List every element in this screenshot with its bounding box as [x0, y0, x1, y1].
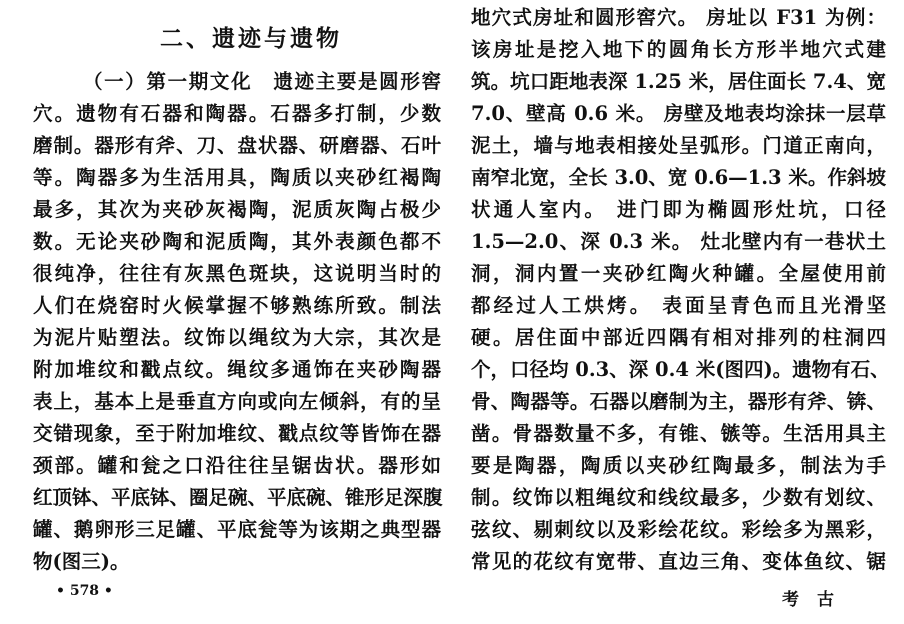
section-title: 二、遗迹与遗物	[160, 25, 342, 52]
text-line: 7.0、壁高 0.6 米。 房壁及地表均涂抹一层草	[471, 102, 886, 125]
text-line: 很纯净，往往有灰黑色斑块，这说明当时的	[33, 262, 441, 285]
text-line: 常见的花纹有宽带、直边三角、变体鱼纹、锯	[471, 550, 886, 573]
text-line: 物(图三)。	[33, 550, 130, 573]
text-line: 洞，洞内置一夹砂红陶火种罐。全屋使用前	[471, 262, 886, 285]
text-line: 磨制。器形有斧、刀、盘状器、研磨器、石叶	[33, 134, 441, 157]
text-line: 等。陶器多为生活用具，陶质以夹砂红褐陶	[33, 166, 441, 189]
text-line: 硬。居住面中部近四隅有相对排列的柱洞四	[471, 326, 886, 349]
text-line: 骨、陶器等。石器以磨制为主，器形有斧、锛、	[471, 390, 886, 413]
text-line: 红顶钵、平底钵、圈足碗、平底碗、锥形足深腹	[33, 486, 443, 509]
text-line: 地穴式房址和圆形窖穴。 房址以 F31 为例：	[471, 6, 886, 29]
text-line: 该房址是挖入地下的圆角长方形半地穴式建	[471, 38, 886, 61]
text-line: 附加堆纹和戳点纹。绳纹多通饰在夹砂陶器	[33, 358, 441, 381]
text-line: 为泥片贴塑法。纹饰以绳纹为大宗，其次是	[33, 326, 441, 349]
text-line: 表上，基本上是垂直方向或向左倾斜，有的呈	[33, 390, 441, 413]
text-line: 罐、鹅卵形三足罐、平底瓮等为该期之典型器	[33, 518, 441, 541]
text-line: 数。无论夹砂陶和泥质陶，其外表颜色都不	[33, 230, 441, 253]
text-line: 都经过人工烘烤。 表面呈青色而且光滑坚	[471, 294, 886, 317]
text-line: 最多，其次为夹砂灰褐陶，泥质灰陶占极少	[33, 198, 441, 221]
text-line: 人们在烧窑时火候掌握不够熟练所致。制法	[33, 294, 441, 317]
text-line: 颈部。罐和瓮之口沿往往呈锯齿状。器形如	[33, 454, 441, 477]
text-line: 凿。骨器数量不多，有锥、镞等。生活用具主	[471, 422, 886, 445]
page-number: • 578 •	[56, 583, 113, 599]
text-line: 泥土，墙与地表相接处呈弧形。门道正南向，	[471, 134, 886, 157]
text-line: 1.5—2.0、深 0.3 米。 灶北壁内有一巷状土	[471, 230, 886, 253]
text-line: 要是陶器，陶质以夹砂红陶最多，制法为手	[471, 454, 886, 477]
journal-name: 考古	[782, 590, 852, 610]
text-line: 筑。坑口距地表深 1.25 米，居住面长 7.4、宽	[471, 70, 886, 93]
text-line: （一）第一期文化 遗迹主要是圆形窖	[83, 70, 441, 93]
text-line: 南窄北宽，全长 3.0、宽 0.6—1.3 米。作斜坡	[471, 166, 886, 189]
text-line: 状通人室内。 进门即为椭圆形灶坑，口径	[471, 198, 886, 221]
text-line: 弦纹、剔刺纹以及彩绘花纹。彩绘多为黑彩，	[471, 518, 886, 541]
text-line: 个，口径均 0.3、深 0.4 米(图四)。遗物有石、	[471, 358, 890, 381]
text-line: 穴。遗物有石器和陶器。石器多打制，少数	[33, 102, 441, 125]
text-line: 交错现象，至于附加堆纹、戳点纹等皆饰在器	[33, 422, 441, 445]
text-line: 制。纹饰以粗绳纹和线纹最多，少数有划纹、	[471, 486, 886, 509]
